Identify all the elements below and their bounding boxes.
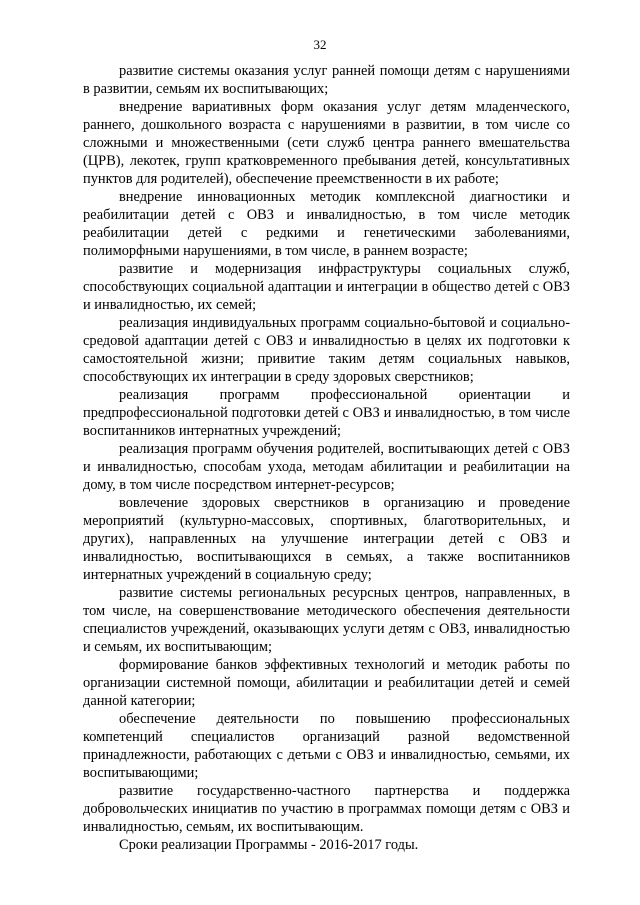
paragraph-variative-forms: внедрение вариативных форм оказания услуг детям младенческого, раннего, дошкольного возраста с нарушениями в развитии, в том числе со сложными и множественными (сети служб центра раннего вмешательства (ЦРВ), лекотек, групп кратковременного пребывания детей, консультативных пунктов для родителей), обеспечение преемственности в их работе; [83, 99, 570, 187]
paragraph-parent-training: реализация программ обучения родителей, воспитывающих детей с ОВЗ и инвалидностью, способам ухода, методам абилитации и реабилитации на дому, в том числе посредством интернет-ресурсов; [83, 441, 570, 493]
paragraph-individual-programs: реализация индивидуальных программ социально-бытовой и социально-средовой адаптации детей с ОВЗ и инвалидностью в целях их подготовки к самостоятельной жизни; привитие таким детям социальных навыков, способствующих их интеграции в среду здоровых сверстников; [83, 315, 570, 385]
paragraph-career-orientation: реализация программ профессиональной ориентации и предпрофессиональной подготовки детей с ОВЗ и инвалидностью, в том числе воспитанников интернатных учреждений; [83, 387, 570, 439]
paragraph-innovative-methods: внедрение инновационных методик комплексной диагностики и реабилитации детей с ОВЗ и инвалидностью, в том числе методик реабилитации детей с редкими и генетическими заболеваниями, полиморфными нарушениями, в том числе, в раннем возрасте; [83, 189, 570, 259]
paragraph-specialist-competence: обеспечение деятельности по повышению профессиональных компетенций специалистов организаций разной ведомственной принадлежности, работающих с детьми с ОВЗ и инвалидностью, семьями, их воспитывающими; [83, 711, 570, 781]
paragraph-peer-involvement: вовлечение здоровых сверстников в организацию и проведение мероприятий (культурно-массовых, спортивных, благотворительных, и других), направленных на улучшение интеграции детей с ОВЗ и инвалидностью, воспитывающихся в семьях, а также воспитанников интернатных учреждений в социальную среду; [83, 495, 570, 583]
paragraph-program-timeframe: Сроки реализации Программы - 2016-2017 годы. [119, 837, 419, 853]
paragraph-resource-centers: развитие системы региональных ресурсных центров, направленных, в том числе, на совершенствование методического обеспечения деятельности специалистов учреждений, оказывающих услуги детям с ОВЗ, инвалидностью и семьям, их воспитывающим; [83, 585, 570, 655]
paragraph-infrastructure: развитие и модернизация инфраструктуры социальных служб, способствующих социальной адаптации и интеграции в общество детей с ОВЗ и инвалидностью, их семей; [83, 261, 570, 313]
document-body [83, 62, 570, 854]
paragraph-technology-banks: формирование банков эффективных технологий и методик работы по организации системной помощи, абилитации и реабилитации детей и семей данной категории; [83, 657, 570, 709]
page-number: 32 [313, 37, 327, 52]
paragraph-early-help: развитие системы оказания услуг ранней помощи детям с нарушениями в развитии, семьям их воспитывающих; [83, 63, 570, 97]
paragraph-public-private-partnership: развитие государственно-частного партнерства и поддержка добровольческих инициатив по участию в программах помощи детям с ОВЗ и инвалидностью, семьям, их воспитывающим. [83, 783, 570, 835]
